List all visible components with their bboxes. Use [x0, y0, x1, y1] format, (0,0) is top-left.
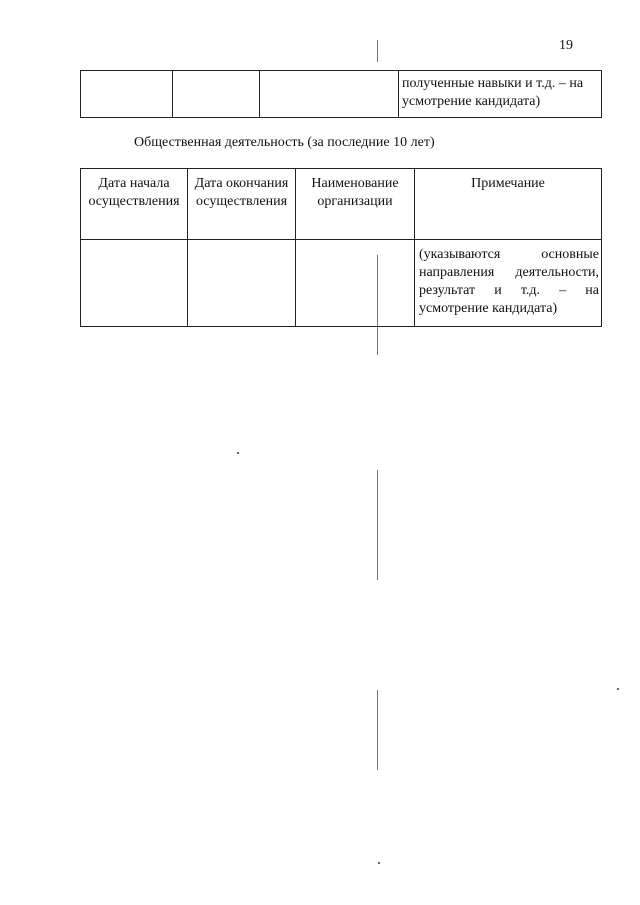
- scan-artifact-line: [377, 690, 378, 770]
- scan-artifact-dot: [237, 452, 239, 454]
- previous-table-continuation: [80, 70, 602, 118]
- table-header-row: [81, 169, 602, 240]
- table-cell: [173, 71, 260, 118]
- scan-artifact-line: [377, 40, 378, 62]
- table-cell-note: (указываются основные направления деятельности, результат и т.д. – на усмотрение кандидата): [415, 240, 602, 327]
- header-end-date: Дата окончания осуществления: [188, 169, 296, 240]
- table-cell: [81, 240, 188, 327]
- table-cell-note: полученные навыки и т.д. – на усмотрение кандидата): [399, 71, 602, 118]
- header-note: Примечание: [415, 169, 602, 240]
- table-cell: [188, 240, 296, 327]
- scan-artifact-line: [377, 255, 378, 355]
- page-number: 19: [559, 38, 573, 53]
- public-activity-table: [80, 168, 602, 327]
- table-row: [81, 240, 602, 327]
- scan-artifact-line: [377, 470, 378, 580]
- table-cell: [260, 71, 399, 118]
- section-title: Общественная деятельность (за последние 10 лет): [134, 135, 435, 150]
- header-organization: Наименование организации: [296, 169, 415, 240]
- scan-artifact-dot: [378, 862, 380, 864]
- table-row: [81, 71, 602, 118]
- table-cell: [81, 71, 173, 118]
- table-cell: [296, 240, 415, 327]
- scan-artifact-dot: [617, 688, 619, 690]
- header-start-date: Дата начала осуществления: [81, 169, 188, 240]
